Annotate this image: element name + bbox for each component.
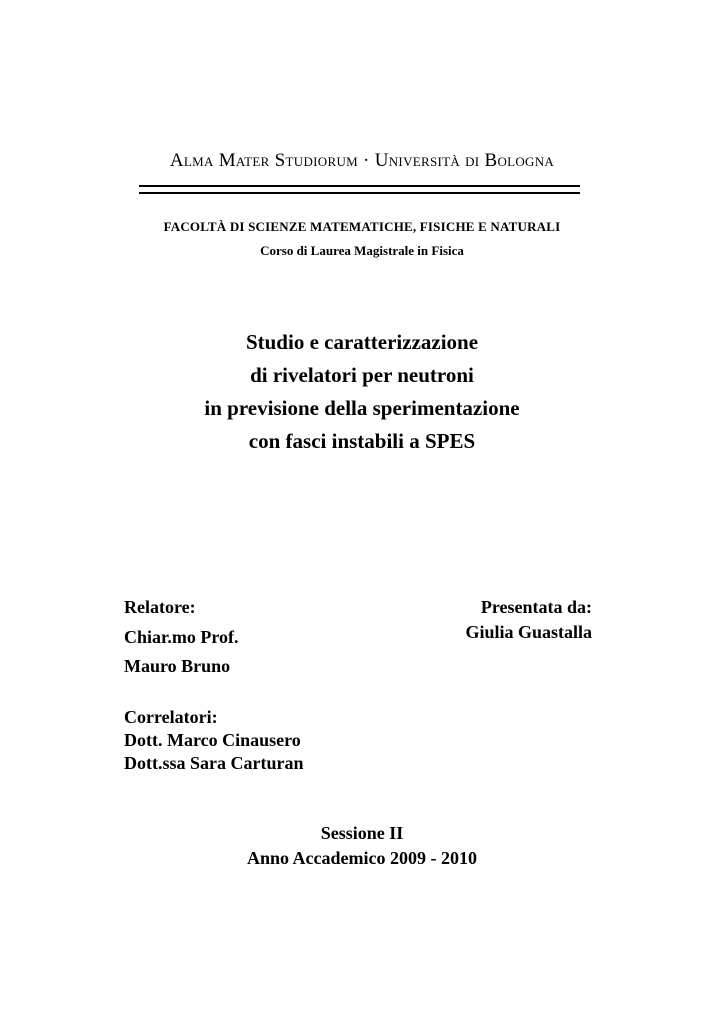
faculty-name: FACOLTÀ DI SCIENZE MATEMATICHE, FISICHE E NATURALI [163,219,561,234]
candidate-label: Presentata da: [480,597,592,617]
session-label: Sessione II [320,823,404,843]
cosupervisors-label: Correlatori: [124,707,218,727]
cosupervisor-name-2: Dott.ssa Sara Carturan [124,753,304,773]
university-header: Alma Mater Studiorum · Università di Bologna [169,150,555,171]
title-line-3: in previsione della sperimentazione [204,396,520,420]
supervisor-name: Mauro Bruno [124,656,231,676]
header-rule-top [139,185,580,187]
title-line-2: di rivelatori per neutroni [250,363,474,387]
cosupervisor-name-1: Dott. Marco Cinausero [124,730,301,750]
supervisor-title: Chiar.mo Prof. [124,627,239,647]
title-line-1: Studio e caratterizzazione [245,330,479,354]
supervisor-label: Relatore: [124,597,196,617]
course-name: Corso di Laurea Magistrale in Fisica [260,243,464,258]
academic-year: Anno Accademico 2009 - 2010 [247,848,477,868]
thesis-title [0,326,724,458]
candidate-name: Giulia Guastalla [465,622,592,642]
title-line-4: con fasci instabili a SPES [248,429,476,453]
header-rule-bottom [139,192,580,194]
